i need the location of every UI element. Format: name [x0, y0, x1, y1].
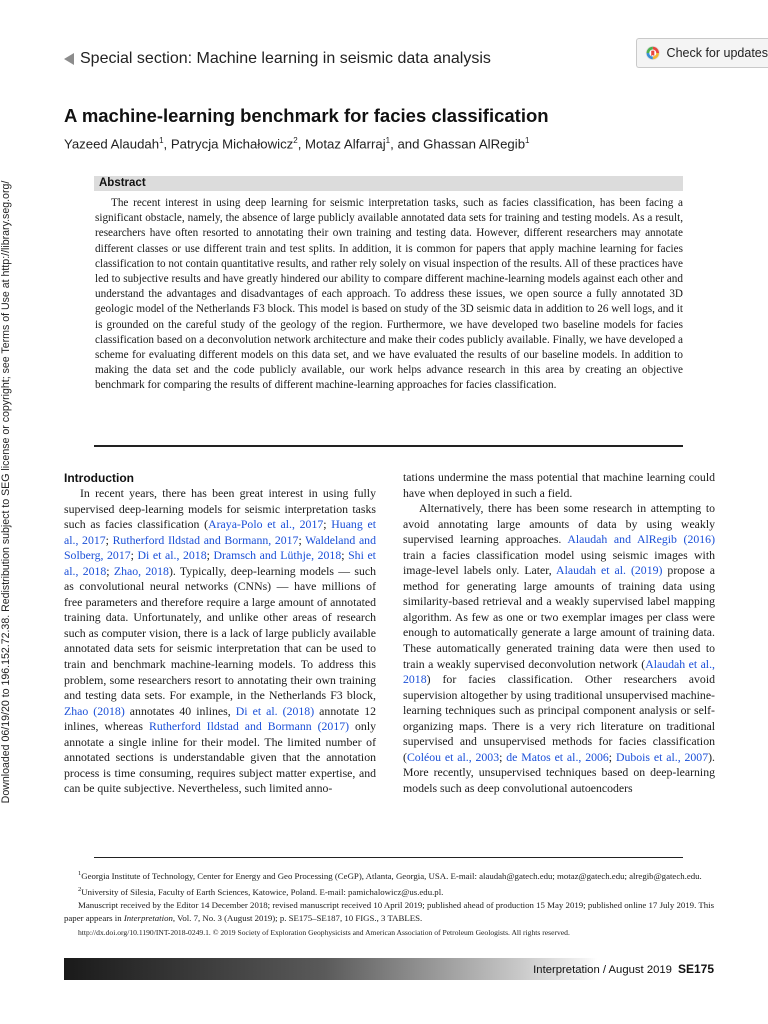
- download-notice: Downloaded 06/19/20 to 196.152.72.38. Redistribution subject to SEG license or copyright; see Terms of Use at http://library.seg.org/: [0, 180, 12, 804]
- citation-link[interactable]: Zhao, 2018: [113, 563, 169, 578]
- citation-link[interactable]: Shi et al., 2018: [64, 548, 376, 578]
- body-text: ;: [130, 548, 138, 563]
- author-name: Ghassan AlRegib: [423, 136, 526, 152]
- body-text: Alternatively, there has been some research in attempting to avoid annotating large amounts of data by using weakly supervised learning approaches.: [403, 501, 715, 547]
- footer-journal: Interpretation / August 2019: [533, 964, 672, 976]
- footnote-affiliation-2: [64, 883, 714, 899]
- body-text: ;: [106, 563, 114, 578]
- left-column-paragraphs: [64, 486, 376, 797]
- section-heading-text: Special section: Machine learning in seismic data analysis: [80, 50, 491, 67]
- body-text: ) for facies classification. Other researchers avoid supervision altogether by using traditional unsupervised machine-learning techniques such as principal component analysis or self-organizing maps. There is a very rich literature on traditional supervised and unsupervised methods for facies classification (: [403, 672, 715, 764]
- author-affiliation-mark: 1: [159, 136, 164, 145]
- abstract-heading: Abstract: [99, 177, 146, 189]
- citation-link[interactable]: Rutherford Ildstad and Bormann (2017): [148, 719, 350, 734]
- citation-link[interactable]: Di et al. (2018): [235, 703, 315, 718]
- body-text: ;: [608, 749, 616, 764]
- body-text: In recent years, there has been great interest in using fully supervised deep-learning models for seismic interpretation tasks such as facies classification (: [64, 486, 376, 532]
- citation-link[interactable]: Huang et al., 2017: [64, 517, 376, 547]
- author-separator: ,: [163, 136, 171, 152]
- body-text: ;: [105, 532, 113, 547]
- citation-link[interactable]: Zhao (2018): [64, 703, 125, 718]
- body-text: ). More recently, unsupervised techniques based on deep-learning models such as deep convolutional autoencoders: [403, 749, 715, 795]
- citation-link[interactable]: Di et al., 2018: [137, 548, 207, 563]
- abstract-text: The recent interest in using deep learning for seismic interpretation tasks, such as facies classification, has been facing a significant obstacle, namely, the absence of large publicly available annotated data sets for training and testing models. As a result, researchers have often resorted to annotating their own training and testing data. However, different researchers may annotate different classes or use different train and test splits. In addition, it is common for papers that apply machine learning for facies classification to not contain quantitative results, and rather rely solely on visual inspection of the results. All of these practices have led to subjective results and have greatly hindered our ability to compare different machine-learning models against each other and understand the advantages and disadvantages of each approach. To address these issues, we open source a fully annotated 3D geologic model of the Netherlands F3 block. This model is based on study of the 3D seismic data in addition to 26 well logs, and it is grounded on the careful study of the geology of the region. Furthermore, we have developed two baseline models for facies classification based on a deconvolution network architecture and make their codes publicly available. Finally, we have developed a scheme for evaluating different models on this data set, and we have evaluated the results of our baseline models. In addition to making the data set and the code publicly available, our work helps advance research in this area by creating an objective benchmark for comparing the results of different machine-learning approaches for facies classification.: [95, 197, 683, 392]
- journal-name: Interpretation: [123, 913, 173, 924]
- right-column-paragraphs: [403, 470, 715, 796]
- citation-link[interactable]: Alaudah et al. (2019): [556, 563, 663, 578]
- footnote-doi: http://dx.doi.org/10.1190/INT-2018-0249.1. © 2019 Society of Exploration Geophysicists and American Association of Petroleum Geologists. All rights reserved.: [78, 927, 570, 937]
- footer-journal-line: [533, 962, 714, 976]
- citation-link[interactable]: Dramsch and Lüthje, 2018: [213, 548, 342, 563]
- abstract-body: [95, 196, 683, 394]
- footnote-divider: [94, 857, 683, 858]
- body-text: ;: [206, 548, 214, 563]
- check-for-updates-label: Check for updates: [666, 46, 768, 60]
- body-paragraph: [403, 470, 715, 501]
- crossmark-icon: [645, 44, 661, 62]
- affil-mark: 2: [78, 886, 82, 894]
- footer-page-number: SE175: [677, 962, 714, 976]
- right-column: [403, 470, 715, 796]
- paper-title: A machine-learning benchmark for facies classification: [64, 105, 549, 126]
- author-affiliation-mark: 1: [385, 136, 391, 145]
- body-text: propose a method for generating large amounts of training data using similarity-based retrieval and a weakly supervised label mapping algorithm. As few as one or two exemplar images per class were enough to automatically generate a large amount of training data. These automatically generated training data were then used to train a weakly supervised deconvolution network (: [403, 563, 715, 671]
- citation-link[interactable]: Dubois et al., 2007: [615, 749, 709, 764]
- body-text: train a facies classification model using seismic images with image-level labels only. Later,: [403, 547, 715, 578]
- body-text: ). Typically, deep-learning models — such as convolutional neural networks (CNNs) — have millions of free parameters and therefore require a large amount of annotated training data. Unfortunately, and unlike other areas of research such as computer vision, there is a lack of large publicly available annotated data sets for seismic interpretation that can be used to train and benchmark machine-learning models. To address this problem, some researchers resort to annotating their own training and testing data sets. For example, in the Netherlands F3 block,: [64, 563, 376, 703]
- section-heading: [64, 50, 491, 68]
- author-name: Motaz Alfarraj: [305, 136, 386, 152]
- author-name: Yazeed Alaudah: [64, 136, 160, 152]
- footnote-received: [64, 899, 714, 925]
- citation-link[interactable]: Alaudah and AlRegib (2016): [567, 532, 715, 547]
- body-text: only annotate a single inline for their model. The limited number of annotated sections is understandable given that the annotation process is time consuming, requires subject matter expertise, and can be quite subjective. Nevertheless, such limited anno-: [64, 719, 376, 796]
- body-paragraph: [403, 501, 715, 796]
- footnotes: [64, 867, 714, 939]
- body-text: tations undermine the mass potential that machine learning could have when deployed in such a field.: [403, 470, 715, 500]
- affil-text: Georgia Institute of Technology, Center for Energy and Geo Processing (CeGP), Atlanta, Georgia, USA. E-mail: alaudah@gatech.edu; motaz@gatech.edu; alregib@gatech.edu.: [81, 870, 702, 881]
- author-list: [64, 136, 529, 151]
- footnote-affiliation-1: [64, 867, 714, 883]
- body-paragraph: [64, 486, 376, 797]
- author-separator: ,: [297, 136, 306, 152]
- citation-link[interactable]: de Matos et al., 2006: [506, 749, 609, 764]
- citation-link[interactable]: Coléou et al., 2003: [406, 749, 500, 764]
- received-text-2: , Vol. 7, No. 3 (August 2019); p. SE175–SE187, 10 FIGS., 3 TABLES.: [172, 913, 423, 924]
- body-text: annotates 40 inlines,: [124, 703, 236, 718]
- body-text: ;: [298, 532, 306, 547]
- citation-link[interactable]: Rutherford Ildstad and Bormann, 2017: [112, 532, 299, 547]
- left-column: [64, 470, 376, 797]
- author-separator: , and: [390, 136, 424, 152]
- citation-link[interactable]: Alaudah et al., 2018: [403, 656, 715, 687]
- author-name: Patrycja Michałowicz: [170, 136, 294, 152]
- citation-link[interactable]: Araya-Polo et al., 2017: [208, 517, 324, 532]
- back-triangle-icon: [64, 53, 74, 65]
- author-affiliation-mark: 1: [525, 136, 530, 145]
- abstract-divider: [94, 445, 683, 447]
- affil-mark: 1: [78, 870, 82, 877]
- check-for-updates-button[interactable]: [636, 38, 768, 68]
- citation-link[interactable]: Waldeland and Solberg, 2017: [64, 532, 376, 563]
- body-text: ;: [323, 517, 332, 532]
- author-affiliation-mark: 2: [293, 136, 298, 145]
- affil-text: University of Silesia, Faculty of Earth Sciences, Katowice, Poland. E-mail: pamichalowicz@us.edu.pl.: [81, 887, 444, 898]
- received-text: Manuscript received by the Editor 14 December 2018; revised manuscript received 10 April 2019; published ahead of production 15 May 2019; published online 17 July 2019. This paper appears in: [64, 900, 714, 924]
- body-text: ;: [341, 548, 349, 563]
- body-text: ;: [499, 749, 507, 764]
- body-text: annotate 12 inlines, whereas: [64, 703, 376, 734]
- abstract-header-bar: [94, 176, 683, 191]
- introduction-heading: Introduction: [64, 471, 134, 485]
